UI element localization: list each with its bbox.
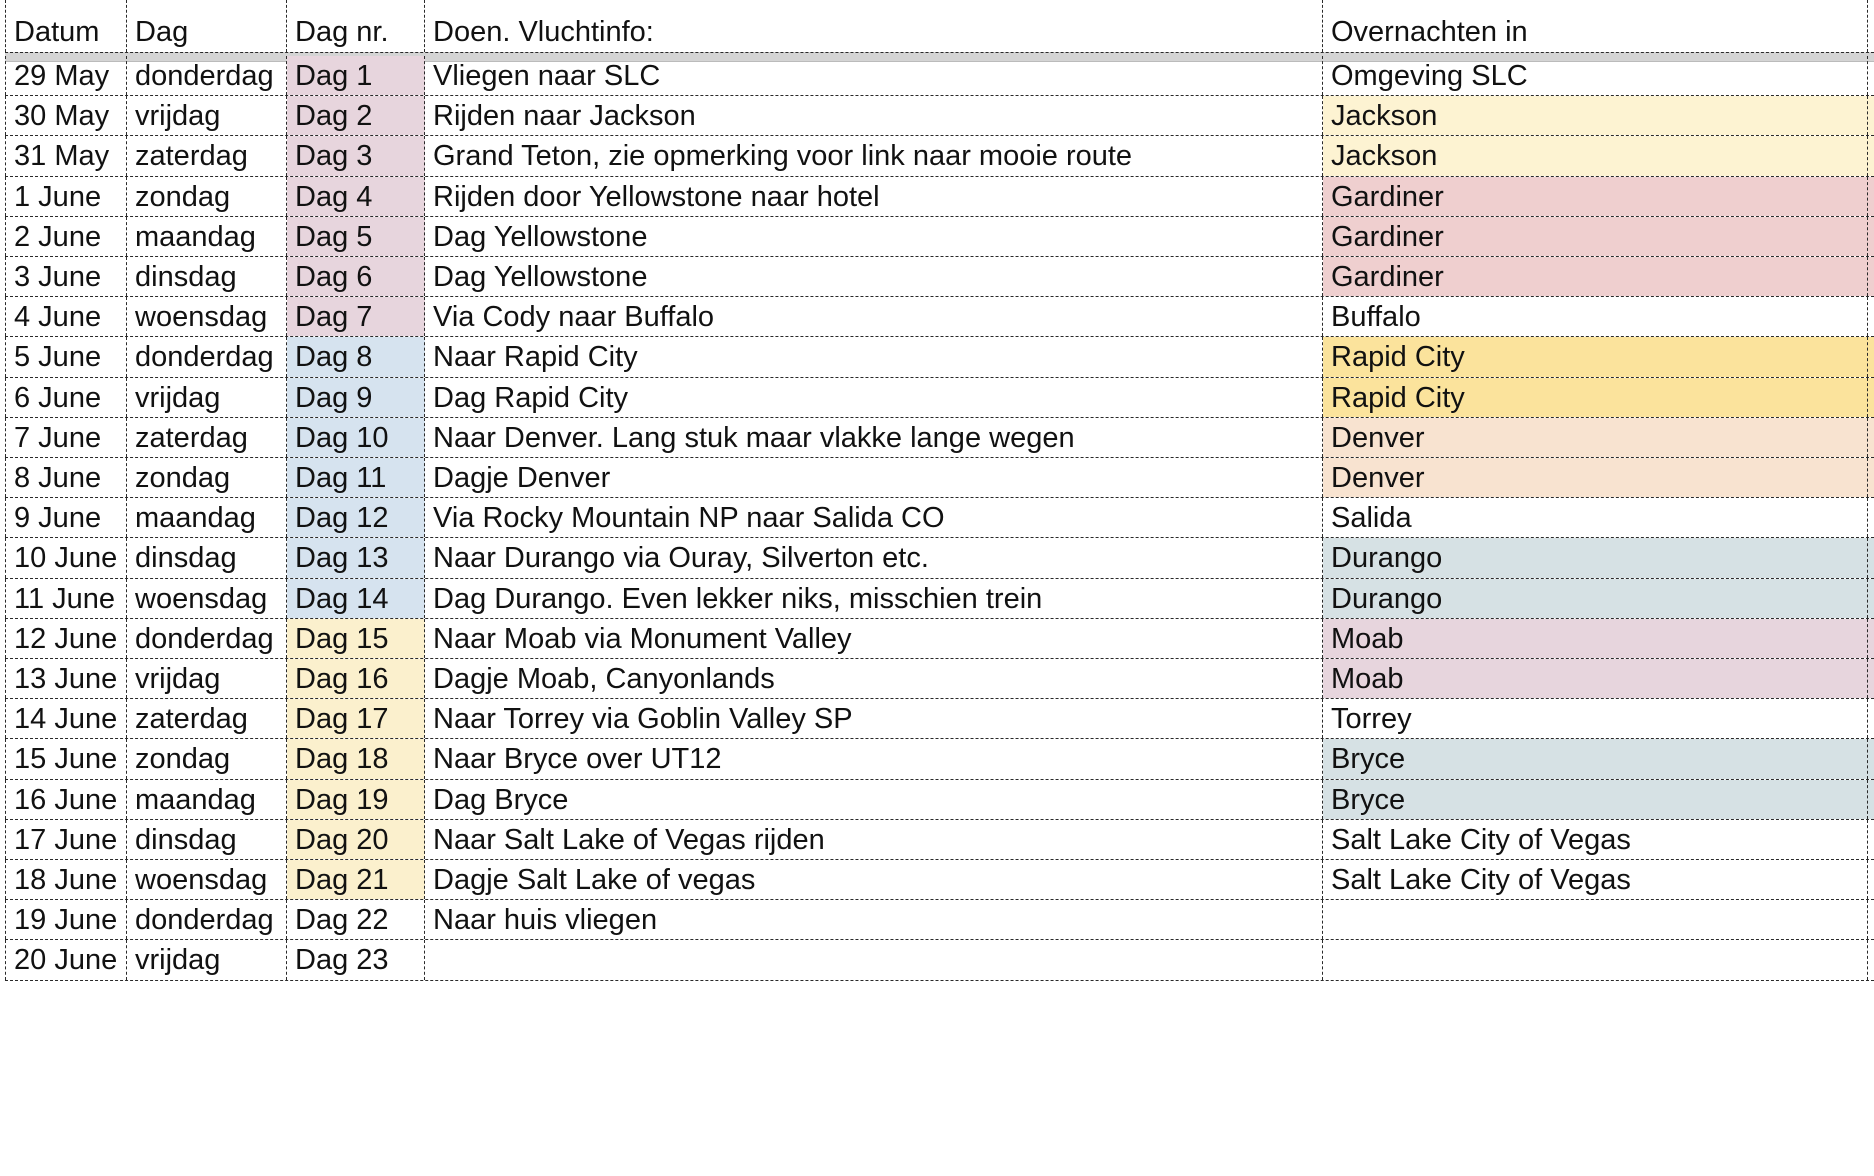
- cell-dag[interactable]: donderdag: [127, 337, 287, 376]
- table-row: [5, 378, 1874, 418]
- cell-edge[interactable]: [1868, 619, 1874, 658]
- cell-overnachten[interactable]: Jackson: [1323, 96, 1868, 135]
- cell-overnachten[interactable]: Buffalo: [1323, 297, 1868, 336]
- cell-dag-nr[interactable]: Dag 19: [287, 780, 425, 819]
- cell-edge[interactable]: [1868, 780, 1874, 819]
- cell-dag-nr[interactable]: Dag 17: [287, 699, 425, 738]
- cell-dag-nr[interactable]: Dag 23: [287, 940, 425, 979]
- header-row: [5, 0, 1874, 60]
- cell-dag[interactable]: dinsdag: [127, 820, 287, 859]
- cell-datum[interactable]: 17 June: [5, 820, 127, 859]
- cell-dag[interactable]: dinsdag: [127, 538, 287, 577]
- cell-dag-nr[interactable]: Dag 15: [287, 619, 425, 658]
- table-row: [5, 96, 1874, 136]
- cell-datum[interactable]: 14 June: [5, 699, 127, 738]
- table-row: [5, 136, 1874, 176]
- table-row: [5, 297, 1874, 337]
- cell-edge[interactable]: [1868, 418, 1874, 457]
- cell-doen[interactable]: Via Cody naar Buffalo: [425, 297, 1323, 336]
- cell-datum[interactable]: 7 June: [5, 418, 127, 457]
- cell-doen[interactable]: Grand Teton, zie opmerking voor link naar mooie route: [425, 136, 1323, 175]
- cell-datum[interactable]: 1 June: [5, 177, 127, 216]
- cell-dag-nr[interactable]: Dag 20: [287, 820, 425, 859]
- cell-dag-nr[interactable]: Dag 8: [287, 337, 425, 376]
- cell-edge[interactable]: [1868, 257, 1874, 296]
- cell-overnachten[interactable]: [1323, 940, 1868, 979]
- cell-dag-nr[interactable]: Dag 18: [287, 739, 425, 778]
- cell-datum[interactable]: 10 June: [5, 538, 127, 577]
- cell-edge[interactable]: [1868, 860, 1874, 899]
- cell-dag[interactable]: donderdag: [127, 619, 287, 658]
- table-row: [5, 56, 1874, 96]
- cell-datum[interactable]: 11 June: [5, 579, 127, 618]
- cell-edge[interactable]: [1868, 458, 1874, 497]
- cell-dag-nr[interactable]: Dag 12: [287, 498, 425, 537]
- cell-edge[interactable]: [1868, 177, 1874, 216]
- cell-dag-nr[interactable]: Dag 1: [287, 56, 425, 95]
- cell-overnachten[interactable]: Gardiner: [1323, 177, 1868, 216]
- cell-dag[interactable]: zondag: [127, 177, 287, 216]
- cell-overnachten[interactable]: Rapid City: [1323, 337, 1868, 376]
- cell-doen[interactable]: Naar Salt Lake of Vegas rijden: [425, 820, 1323, 859]
- cell-doen[interactable]: Naar Moab via Monument Valley: [425, 619, 1323, 658]
- cell-dag-nr[interactable]: Dag 11: [287, 458, 425, 497]
- cell-overnachten[interactable]: Bryce: [1323, 780, 1868, 819]
- cell-datum[interactable]: 16 June: [5, 780, 127, 819]
- cell-edge[interactable]: [1868, 337, 1874, 376]
- header-cell-datum[interactable]: Datum: [5, 0, 127, 52]
- header-cell-doen[interactable]: Doen. Vluchtinfo:: [425, 0, 1323, 52]
- cell-dag-nr[interactable]: Dag 7: [287, 297, 425, 336]
- cell-edge[interactable]: [1868, 297, 1874, 336]
- cell-overnachten[interactable]: Moab: [1323, 619, 1868, 658]
- table-row: [5, 538, 1874, 578]
- cell-dag[interactable]: dinsdag: [127, 257, 287, 296]
- cell-edge[interactable]: [1868, 217, 1874, 256]
- cell-edge[interactable]: [1868, 96, 1874, 135]
- cell-overnachten[interactable]: Torrey: [1323, 699, 1868, 738]
- cell-datum[interactable]: 5 June: [5, 337, 127, 376]
- cell-datum[interactable]: 20 June: [5, 940, 127, 979]
- cell-edge[interactable]: [1868, 378, 1874, 417]
- header-cell-edge[interactable]: [1868, 0, 1874, 52]
- cell-dag[interactable]: zaterdag: [127, 699, 287, 738]
- cell-edge[interactable]: [1868, 538, 1874, 577]
- cell-dag[interactable]: woensdag: [127, 579, 287, 618]
- cell-dag[interactable]: vrijdag: [127, 940, 287, 979]
- cell-doen[interactable]: Dag Rapid City: [425, 378, 1323, 417]
- table-row: [5, 257, 1874, 297]
- cell-datum[interactable]: 18 June: [5, 860, 127, 899]
- cell-dag[interactable]: vrijdag: [127, 96, 287, 135]
- cell-overnachten[interactable]: Jackson: [1323, 136, 1868, 175]
- cell-doen[interactable]: [425, 940, 1323, 979]
- table-row: [5, 780, 1874, 820]
- cell-dag[interactable]: zaterdag: [127, 136, 287, 175]
- table-row: [5, 820, 1874, 860]
- cell-doen[interactable]: Dag Yellowstone: [425, 217, 1323, 256]
- cell-datum[interactable]: 13 June: [5, 659, 127, 698]
- cell-overnachten[interactable]: Moab: [1323, 659, 1868, 698]
- cell-edge[interactable]: [1868, 659, 1874, 698]
- table-row: [5, 900, 1874, 940]
- cell-datum[interactable]: 31 May: [5, 136, 127, 175]
- cell-dag-nr[interactable]: Dag 21: [287, 860, 425, 899]
- cell-edge[interactable]: [1868, 739, 1874, 778]
- cell-dag[interactable]: maandag: [127, 780, 287, 819]
- cell-doen[interactable]: Rijden naar Jackson: [425, 96, 1323, 135]
- table-row: [5, 458, 1874, 498]
- spreadsheet: [5, 0, 1874, 1176]
- cell-edge[interactable]: [1868, 699, 1874, 738]
- cell-doen[interactable]: Vliegen naar SLC: [425, 56, 1323, 95]
- cell-overnachten[interactable]: Rapid City: [1323, 378, 1868, 417]
- cell-dag-nr[interactable]: Dag 10: [287, 418, 425, 457]
- cell-doen[interactable]: Dagje Denver: [425, 458, 1323, 497]
- cell-dag-nr[interactable]: Dag 13: [287, 538, 425, 577]
- table-row: [5, 739, 1874, 779]
- table-row: [5, 337, 1874, 377]
- table-row: [5, 177, 1874, 217]
- cell-dag[interactable]: maandag: [127, 498, 287, 537]
- header-cell-dag-nr[interactable]: Dag nr.: [287, 0, 425, 52]
- cell-overnachten[interactable]: Salt Lake City of Vegas: [1323, 860, 1868, 899]
- cell-dag-nr[interactable]: Dag 2: [287, 96, 425, 135]
- cell-doen[interactable]: Rijden door Yellowstone naar hotel: [425, 177, 1323, 216]
- cell-overnachten[interactable]: Salida: [1323, 498, 1868, 537]
- cell-dag[interactable]: woensdag: [127, 297, 287, 336]
- cell-doen[interactable]: Naar Denver. Lang stuk maar vlakke lange wegen: [425, 418, 1323, 457]
- cell-dag[interactable]: donderdag: [127, 56, 287, 95]
- cell-dag-nr[interactable]: Dag 6: [287, 257, 425, 296]
- cell-edge[interactable]: [1868, 56, 1874, 95]
- cell-dag[interactable]: maandag: [127, 217, 287, 256]
- cell-dag[interactable]: zondag: [127, 739, 287, 778]
- header-cell-dag[interactable]: Dag: [127, 0, 287, 52]
- cell-overnachten[interactable]: Salt Lake City of Vegas: [1323, 820, 1868, 859]
- cell-datum[interactable]: 15 June: [5, 739, 127, 778]
- cell-dag-nr[interactable]: Dag 22: [287, 900, 425, 939]
- cell-datum[interactable]: 6 June: [5, 378, 127, 417]
- cell-dag[interactable]: zaterdag: [127, 418, 287, 457]
- cell-dag-nr[interactable]: Dag 9: [287, 378, 425, 417]
- header-cell-overnachten[interactable]: Overnachten in: [1323, 0, 1868, 52]
- cell-dag[interactable]: vrijdag: [127, 659, 287, 698]
- cell-doen[interactable]: Dag Durango. Even lekker niks, misschien trein: [425, 579, 1323, 618]
- cell-doen[interactable]: Dagje Salt Lake of vegas: [425, 860, 1323, 899]
- table-row: [5, 860, 1874, 900]
- table-row: [5, 418, 1874, 458]
- cell-overnachten[interactable]: Denver: [1323, 458, 1868, 497]
- cell-doen[interactable]: Dag Bryce: [425, 780, 1323, 819]
- cell-datum[interactable]: 4 June: [5, 297, 127, 336]
- cell-doen[interactable]: Naar Durango via Ouray, Silverton etc.: [425, 538, 1323, 577]
- cell-overnachten[interactable]: [1323, 900, 1868, 939]
- cell-doen[interactable]: Naar Bryce over UT12: [425, 739, 1323, 778]
- cell-edge[interactable]: [1868, 820, 1874, 859]
- cell-dag[interactable]: woensdag: [127, 860, 287, 899]
- cell-doen[interactable]: Naar Rapid City: [425, 337, 1323, 376]
- cell-edge[interactable]: [1868, 136, 1874, 175]
- cell-dag[interactable]: zondag: [127, 458, 287, 497]
- cell-doen[interactable]: Via Rocky Mountain NP naar Salida CO: [425, 498, 1323, 537]
- table-row: [5, 498, 1874, 538]
- cell-datum[interactable]: 3 June: [5, 257, 127, 296]
- table-row: [5, 579, 1874, 619]
- cell-datum[interactable]: 12 June: [5, 619, 127, 658]
- cell-datum[interactable]: 19 June: [5, 900, 127, 939]
- cell-edge[interactable]: [1868, 498, 1874, 537]
- cell-datum[interactable]: 2 June: [5, 217, 127, 256]
- cell-doen[interactable]: Dag Yellowstone: [425, 257, 1323, 296]
- table-row: [5, 619, 1874, 659]
- cell-overnachten[interactable]: Gardiner: [1323, 257, 1868, 296]
- cell-overnachten[interactable]: Durango: [1323, 538, 1868, 577]
- cell-datum[interactable]: 30 May: [5, 96, 127, 135]
- cell-datum[interactable]: 29 May: [5, 56, 127, 95]
- cell-overnachten[interactable]: Bryce: [1323, 739, 1868, 778]
- cell-datum[interactable]: 8 June: [5, 458, 127, 497]
- cell-dag-nr[interactable]: Dag 3: [287, 136, 425, 175]
- cell-doen[interactable]: Dagje Moab, Canyonlands: [425, 659, 1323, 698]
- table-row: [5, 659, 1874, 699]
- cell-dag-nr[interactable]: Dag 14: [287, 579, 425, 618]
- cell-dag-nr[interactable]: Dag 4: [287, 177, 425, 216]
- cell-dag-nr[interactable]: Dag 16: [287, 659, 425, 698]
- cell-dag[interactable]: vrijdag: [127, 378, 287, 417]
- cell-overnachten[interactable]: Durango: [1323, 579, 1868, 618]
- cell-doen[interactable]: Naar huis vliegen: [425, 900, 1323, 939]
- table-row: [5, 699, 1874, 739]
- cell-overnachten[interactable]: Omgeving SLC: [1323, 56, 1868, 95]
- table-row: [5, 940, 1874, 980]
- cell-dag-nr[interactable]: Dag 5: [287, 217, 425, 256]
- cell-edge[interactable]: [1868, 579, 1874, 618]
- table-row: [5, 217, 1874, 257]
- cell-datum[interactable]: 9 June: [5, 498, 127, 537]
- cell-doen[interactable]: Naar Torrey via Goblin Valley SP: [425, 699, 1323, 738]
- cell-edge[interactable]: [1868, 940, 1874, 979]
- cell-edge[interactable]: [1868, 900, 1874, 939]
- cell-overnachten[interactable]: Gardiner: [1323, 217, 1868, 256]
- cell-dag[interactable]: donderdag: [127, 900, 287, 939]
- cell-overnachten[interactable]: Denver: [1323, 418, 1868, 457]
